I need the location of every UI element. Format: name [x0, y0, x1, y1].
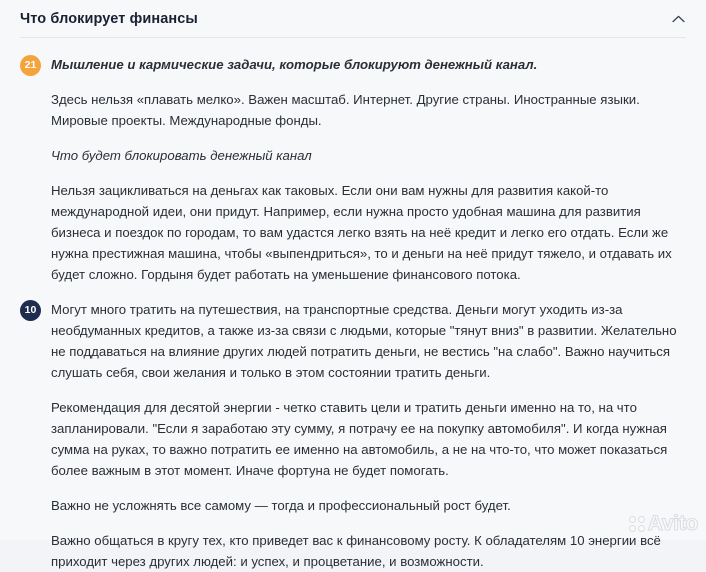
- energy-badge: 21: [20, 55, 41, 76]
- energy-badge: 10: [20, 300, 41, 321]
- energy-section-10: [20, 299, 684, 572]
- header-divider: [20, 37, 686, 38]
- energy-section-21: [20, 54, 684, 285]
- chevron-up-icon: [672, 15, 685, 23]
- section-paragraph: Рекомендация для десятой энергии - четко ставить цели и тратить деньги именно на то, на что запланировали. "Если я заработаю эту сумму, я потрачу ее на покупку автомобиля". И когда нужная сумма на руках, то важно потратить ее именно на автомобиль, а не на что-то, что может показаться более важным в этот момент. Иначе фортуна не будет помогать.: [51, 400, 668, 478]
- section-lead-text: Мышление и кармические задачи, которые блокируют денежный канал.: [51, 57, 538, 72]
- card-header[interactable]: [0, 0, 706, 38]
- section-paragraph: Могут много тратить на путешествия, на транспортные средства. Деньги могут уходить из-за необдуманных кредитов, а также из-за связи с людьми, которые "тянут вниз" в развитии. Желательно не поддаваться на влияние других людей потратить деньги, не вестись "на слабо". Важно научиться слушать себя, свои желания и только в этом состоянии тратить деньги.: [51, 302, 677, 380]
- page-title: Что блокирует финансы: [20, 11, 198, 27]
- card-body: [0, 38, 706, 572]
- section-paragraph: Здесь нельзя «плавать мелко». Важен масштаб. Интернет. Другие страны. Иностранные языки. Мировые проекты. Международные фонды.: [51, 92, 640, 128]
- section-subheading: Что будет блокировать денежный канал: [51, 148, 312, 163]
- avito-watermark-text: Avito: [647, 512, 698, 535]
- collapse-toggle-button[interactable]: [668, 9, 688, 29]
- section-paragraph: Нельзя зацикливаться на деньгах как таковых. Если они вам нужны для развития какой-то международной идеи, они придут. Например, если нужна просто удобная машина для развития бизнеса и поездок по городам, то вам удастся легко взять на неё кредит и легко его отдать. Если же нужна престижная машина, чтобы «выпендриться», то и деньги на неё придут тяжело, и отдавать их будет сложно. Гордыня будет работать на уменьшение финансового потока.: [51, 183, 672, 282]
- section-paragraph: Важно не усложнять все самому — тогда и профессиональный рост будет.: [51, 498, 511, 513]
- section-paragraph: Важно общаться в кругу тех, кто приведет вас к финансовому росту. К обладателям 10 энергии всё приходит через других людей: и успех, и процветание, и возможности.: [51, 533, 661, 569]
